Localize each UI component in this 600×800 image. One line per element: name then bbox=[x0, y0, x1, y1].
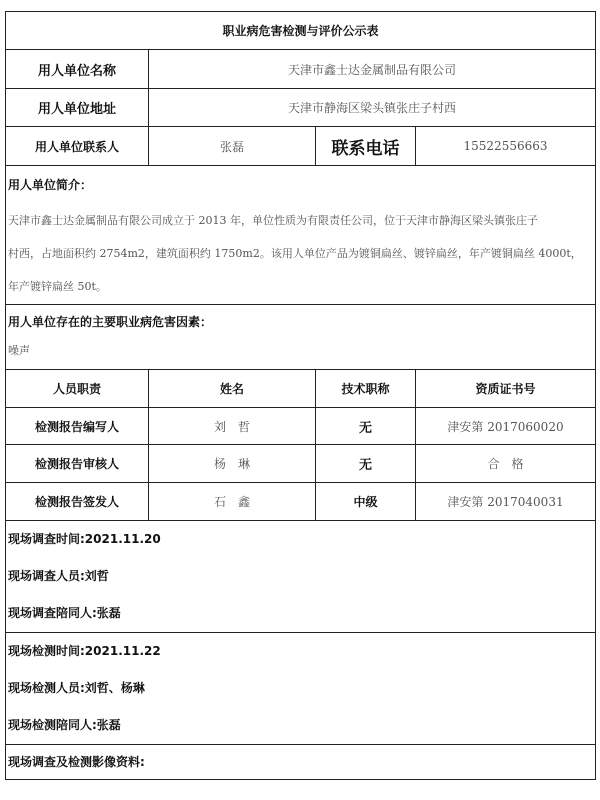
staff-name: 杨 琳 bbox=[149, 445, 316, 483]
staff-header-title: 技术职称 bbox=[316, 370, 416, 408]
staff-cert: 合 格 bbox=[416, 445, 596, 483]
contact-person-value: 张磊 bbox=[149, 127, 316, 166]
detection-staff: 现场检测人员:刘哲、杨琳 bbox=[8, 681, 145, 695]
table-row bbox=[6, 408, 596, 445]
contact-person-label: 用人单位联系人 bbox=[6, 127, 149, 166]
company-intro-line-2: 村西，占地面积约 2754m2，建筑面积约 1750m2。该用人单位产品为镀铜扁丝、镀锌扁丝，年产镀铜扁丝 4000t， bbox=[8, 247, 582, 260]
detection-section bbox=[6, 633, 596, 745]
disclosure-table bbox=[5, 11, 596, 780]
hazards-label: 用人单位存在的主要职业病危害因素： bbox=[8, 315, 213, 329]
company-name-label: 用人单位名称 bbox=[6, 50, 149, 89]
company-address-label: 用人单位地址 bbox=[6, 89, 149, 127]
staff-title: 无 bbox=[316, 408, 416, 445]
staff-title: 中级 bbox=[316, 483, 416, 521]
staff-role: 检测报告审核人 bbox=[6, 445, 149, 483]
company-intro-label: 用人单位简介： bbox=[8, 178, 93, 192]
staff-name: 刘 哲 bbox=[149, 408, 316, 445]
survey-escort: 现场调查陪同人:张磊 bbox=[8, 606, 121, 620]
company-name-value: 天津市鑫士达金属制品有限公司 bbox=[149, 50, 596, 89]
detection-time: 现场检测时间:2021.11.22 bbox=[8, 644, 161, 658]
hazards-section bbox=[6, 305, 596, 370]
images-section bbox=[6, 745, 596, 780]
images-label: 现场调查及检测影像资料: bbox=[8, 755, 145, 769]
staff-role: 检测报告编写人 bbox=[6, 408, 149, 445]
staff-name: 石 鑫 bbox=[149, 483, 316, 521]
phone-value: 15522556663 bbox=[416, 127, 596, 166]
staff-role: 检测报告签发人 bbox=[6, 483, 149, 521]
company-intro-section bbox=[6, 166, 596, 305]
staff-header-name: 姓名 bbox=[149, 370, 316, 408]
survey-time: 现场调查时间:2021.11.20 bbox=[8, 532, 161, 546]
survey-section bbox=[6, 521, 596, 633]
detection-escort: 现场检测陪同人:张磊 bbox=[8, 718, 121, 732]
page-title: 职业病危害检测与评价公示表 bbox=[6, 12, 596, 50]
table-row bbox=[6, 445, 596, 483]
survey-staff: 现场调查人员:刘哲 bbox=[8, 569, 109, 583]
staff-cert: 津安第 2017040031 bbox=[416, 483, 596, 521]
company-address-value: 天津市静海区梁头镇张庄子村西 bbox=[149, 89, 596, 127]
hazards-value: 噪声 bbox=[8, 344, 30, 357]
company-intro-line-1: 天津市鑫士达金属制品有限公司成立于 2013 年，单位性质为有限责任公司，位于天津市静海区梁头镇张庄子 bbox=[8, 214, 538, 227]
table-row bbox=[6, 483, 596, 521]
staff-title: 无 bbox=[316, 445, 416, 483]
staff-header-role: 人员职责 bbox=[6, 370, 149, 408]
staff-cert: 津安第 2017060020 bbox=[416, 408, 596, 445]
phone-label: 联系电话 bbox=[316, 127, 416, 166]
staff-header-cert: 资质证书号 bbox=[416, 370, 596, 408]
company-intro-line-3: 年产镀锌扁丝 50t。 bbox=[8, 280, 107, 293]
